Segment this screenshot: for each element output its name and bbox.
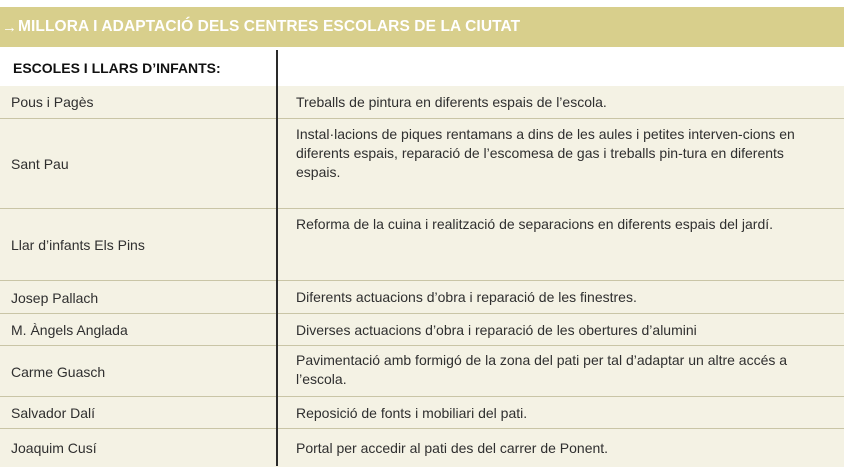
section-banner [0, 7, 844, 50]
banner-title: MILLORA I ADAPTACIÓ DELS CENTRES ESCOLARS DE LA CIUTAT [18, 18, 521, 35]
table-row [0, 280, 844, 314]
table-row [0, 313, 844, 346]
table-row [0, 428, 844, 467]
school-name: Joaquim Cusí [11, 440, 97, 456]
table-row [0, 345, 844, 397]
work-description: Reforma de la cuina i realització de separacions en diferents espais del jardí. [296, 216, 774, 232]
work-description: Instal·lacions de piques rentamans a dins de les aules i petites interven-cions en diferents espais, reparació de l’escomesa de gas i treballs pin-tura en diferents espais. [296, 126, 795, 180]
arrow-icon: → [2, 18, 17, 36]
work-description: Diferents actuacions d’obra i reparació de les finestres. [296, 289, 637, 305]
table-header-label: ESCOLES I LLARS D’INFANTS: [13, 60, 221, 76]
school-name: Sant Pau [11, 156, 69, 172]
work-description: Diverses actuacions d’obra i reparació de les obertures d’alumini [296, 321, 697, 338]
school-name: Carme Guasch [11, 363, 106, 380]
work-description: Pavimentació amb formigó de la zona del pati per tal d’adaptar un altre accés a l’escola. [296, 352, 788, 387]
table-row [0, 208, 844, 281]
school-name: Pous i Pagès [11, 94, 94, 110]
table-header-empty [276, 50, 844, 86]
table-row [0, 86, 844, 118]
schools-table [0, 50, 844, 466]
school-name: Josep Pallach [11, 289, 99, 306]
school-name: M. Àngels Anglada [11, 322, 128, 338]
work-description: Portal per accedir al pati des del carrer de Ponent. [296, 439, 609, 456]
table-header-row [0, 50, 844, 86]
work-description: Reposició de fonts i mobiliari del pati. [296, 404, 528, 421]
top-strip [0, 0, 844, 7]
school-name: Llar d’infants Els Pins [11, 237, 145, 253]
column-divider [276, 50, 278, 466]
work-description: Treballs de pintura en diferents espais de l’escola. [296, 93, 607, 110]
table-row [0, 118, 844, 209]
table-row [0, 396, 844, 429]
school-name: Salvador Dalí [11, 405, 96, 421]
